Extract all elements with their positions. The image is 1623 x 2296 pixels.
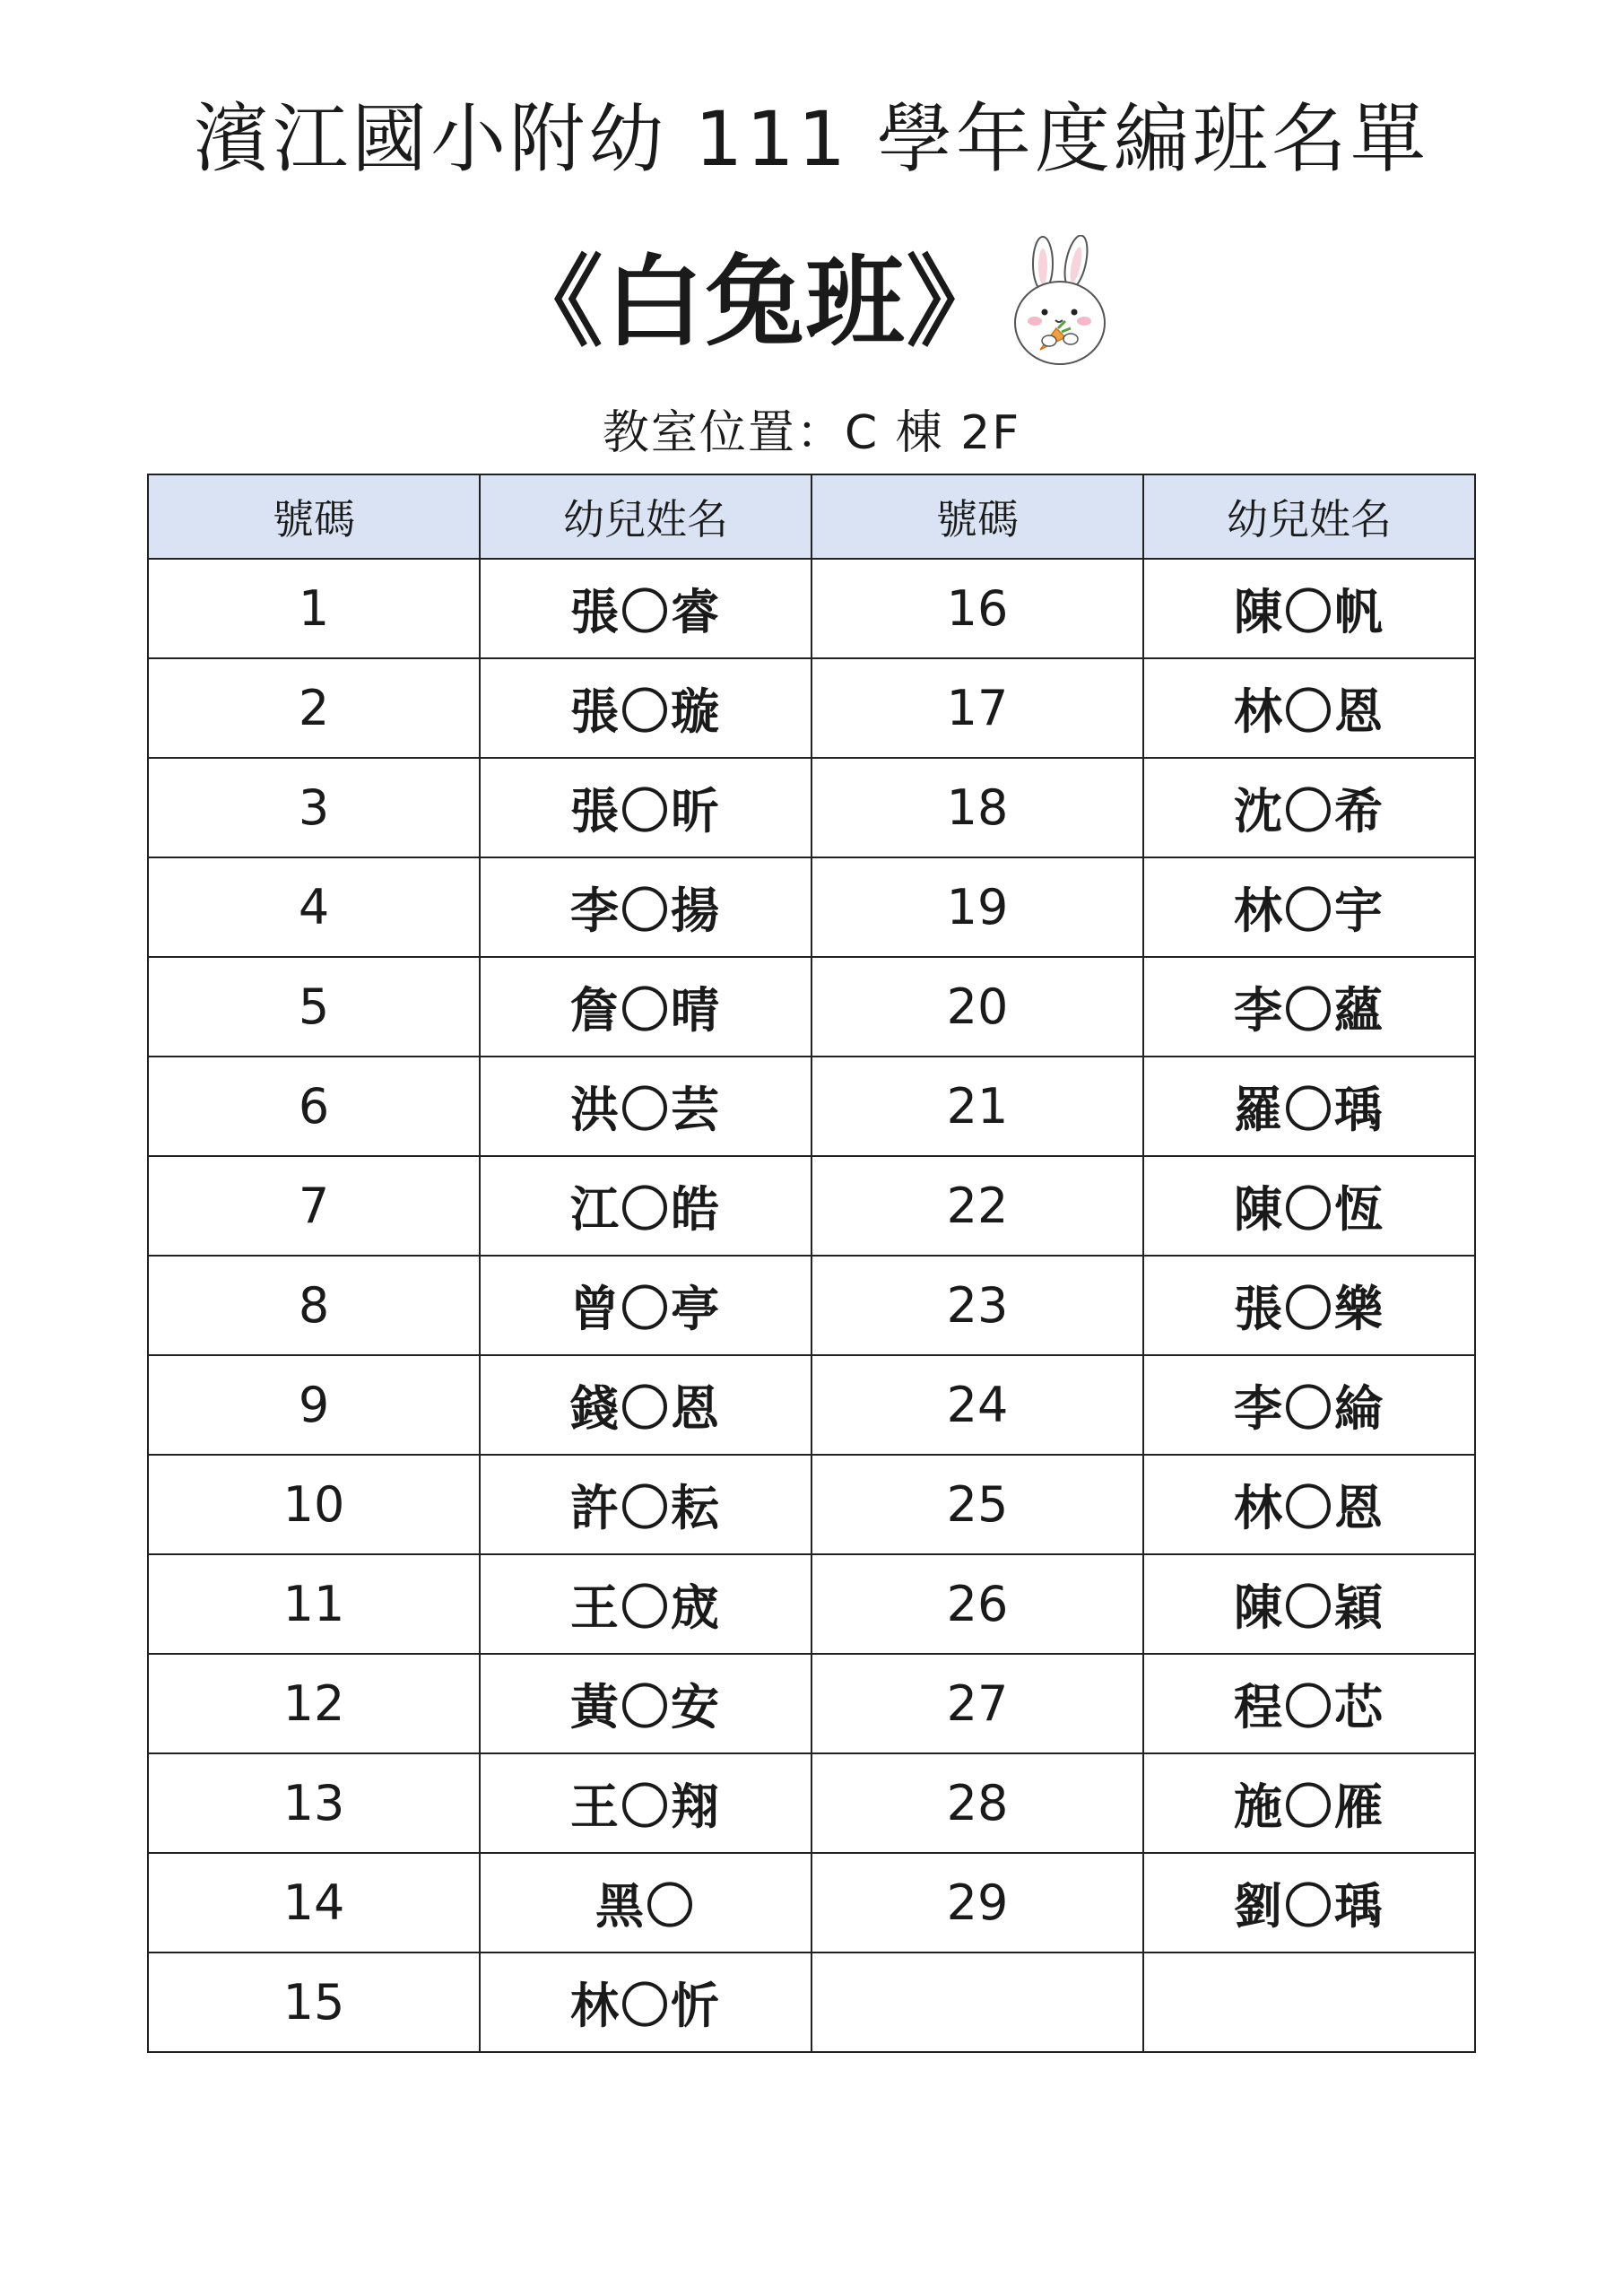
student-number: 12 (148, 1654, 480, 1753)
student-name: 張〇樂 (1143, 1256, 1475, 1355)
student-name: 陳〇恆 (1143, 1156, 1475, 1256)
student-name: 洪〇芸 (480, 1057, 812, 1156)
student-name: 張〇睿 (480, 559, 812, 658)
student-number: 13 (148, 1753, 480, 1853)
student-name: 林〇恩 (1143, 658, 1475, 758)
table-row (148, 1455, 1475, 1554)
student-name: 陳〇穎 (1143, 1554, 1475, 1654)
student-number: 7 (148, 1156, 480, 1256)
header-name-left: 幼兒姓名 (480, 474, 812, 559)
student-number: 11 (148, 1554, 480, 1654)
student-name: 林〇忻 (480, 1952, 812, 2052)
header-number-right: 號碼 (812, 474, 1143, 559)
student-number: 4 (148, 857, 480, 957)
student-name: 李〇蘊 (1143, 957, 1475, 1057)
student-name: 李〇揚 (480, 857, 812, 957)
table-row (148, 1256, 1475, 1355)
table-header-row (148, 474, 1475, 559)
student-name: 張〇璇 (480, 658, 812, 758)
student-name: 錢〇恩 (480, 1355, 812, 1455)
student-number: 3 (148, 758, 480, 857)
class-title-row (0, 235, 1623, 370)
student-number: 28 (812, 1753, 1143, 1853)
student-name: 林〇恩 (1143, 1455, 1475, 1554)
student-number: 14 (148, 1853, 480, 1952)
student-number: 5 (148, 957, 480, 1057)
student-number: 23 (812, 1256, 1143, 1355)
student-number: 16 (812, 559, 1143, 658)
student-number: 26 (812, 1554, 1143, 1654)
table-row (148, 857, 1475, 957)
student-name: 詹〇晴 (480, 957, 812, 1057)
student-number: 24 (812, 1355, 1143, 1455)
page-title: 濱江國小附幼 111 學年度編班名單 (194, 95, 1429, 183)
student-name: 劉〇瑀 (1143, 1853, 1475, 1952)
table-row (148, 1057, 1475, 1156)
student-name: 沈〇希 (1143, 758, 1475, 857)
class-name: 《白兔班》 (504, 245, 1007, 360)
table-row (148, 1654, 1475, 1753)
table-row (148, 1156, 1475, 1256)
table-row (148, 559, 1475, 658)
student-number: 20 (812, 957, 1143, 1057)
table-row (148, 658, 1475, 758)
student-number: 29 (812, 1853, 1143, 1952)
student-name: 曾〇亭 (480, 1256, 812, 1355)
student-name: 林〇宇 (1143, 857, 1475, 957)
roster-table (147, 474, 1476, 2053)
empty-cell (1143, 1952, 1475, 2052)
student-number: 18 (812, 758, 1143, 857)
student-name: 江〇皓 (480, 1156, 812, 1256)
student-name: 施〇雁 (1143, 1753, 1475, 1853)
student-name: 王〇翔 (480, 1753, 812, 1853)
table-row (148, 957, 1475, 1057)
student-name: 王〇宬 (480, 1554, 812, 1654)
table-row (148, 1853, 1475, 1952)
table-row (148, 1753, 1475, 1853)
student-number: 6 (148, 1057, 480, 1156)
student-number: 10 (148, 1455, 480, 1554)
student-name: 陳〇帆 (1143, 559, 1475, 658)
table-row (148, 1355, 1475, 1455)
table-row (148, 1952, 1475, 2052)
student-number: 15 (148, 1952, 480, 2052)
header-name-right: 幼兒姓名 (1143, 474, 1475, 559)
student-name: 黃〇安 (480, 1654, 812, 1753)
student-number: 19 (812, 857, 1143, 957)
table-row (148, 1554, 1475, 1654)
student-name: 張〇昕 (480, 758, 812, 857)
student-name: 黑〇 (480, 1853, 812, 1952)
student-number: 21 (812, 1057, 1143, 1156)
student-number: 2 (148, 658, 480, 758)
student-number: 9 (148, 1355, 480, 1455)
student-name: 程〇芯 (1143, 1654, 1475, 1753)
student-name: 羅〇瑀 (1143, 1057, 1475, 1156)
header-number-left: 號碼 (148, 474, 480, 559)
student-number: 17 (812, 658, 1143, 758)
student-name: 許〇耘 (480, 1455, 812, 1554)
empty-cell (812, 1952, 1143, 2052)
student-number: 27 (812, 1654, 1143, 1753)
student-number: 22 (812, 1156, 1143, 1256)
rabbit-icon (1002, 235, 1119, 370)
table-row (148, 758, 1475, 857)
student-number: 8 (148, 1256, 480, 1355)
student-name: 李〇綸 (1143, 1355, 1475, 1455)
student-number: 1 (148, 559, 480, 658)
classroom-location: 教室位置：C 棟 2F (602, 406, 1021, 460)
student-number: 25 (812, 1455, 1143, 1554)
